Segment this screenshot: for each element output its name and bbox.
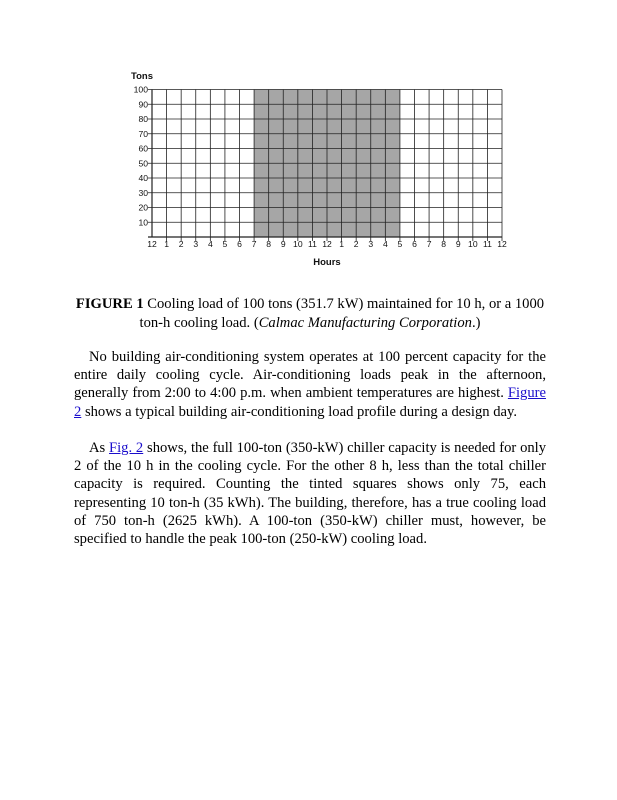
x-axis-ticks	[147, 239, 507, 249]
x-tick-label: 7	[251, 239, 257, 249]
x-tick-label: 8	[266, 239, 272, 249]
paragraph-1-text: No building air-conditioning system operates at 100 percent capacity for the entire daily cooling cycle. Air-conditioning loads peak in the afternoon, generally from 2:00 to 4:00 p.m. when ambient temperatures are highest.	[74, 349, 546, 402]
paragraph-1	[74, 348, 546, 421]
fig-2-link[interactable]: Fig. 2	[109, 440, 144, 456]
y-tick-label: 100	[133, 84, 148, 95]
x-tick-label: 9	[280, 239, 286, 249]
caption-source: Calmac Manufacturing Corporation	[258, 315, 472, 331]
paragraph-2-lead: As	[89, 440, 110, 456]
x-tick-label: 5	[397, 239, 403, 249]
paragraph-1-text-after: shows a typical building air-conditioning load profile during a design day.	[81, 403, 517, 420]
figure-2-link[interactable]: Figure 2	[74, 385, 546, 420]
x-tick-label: 8	[441, 239, 447, 249]
caption-text: Cooling load of 100 tons (351.7 kW) maintained for 10 h, or a 1000 ton-h cooling load. (	[139, 296, 545, 331]
x-tick-label: 1	[164, 239, 169, 249]
y-tick-label: 60	[138, 143, 148, 154]
x-tick-label: 7	[426, 239, 432, 249]
y-axis-ticks	[134, 85, 149, 228]
cooling-load-chart	[0, 0, 617, 285]
x-tick-label: 6	[412, 239, 417, 249]
figure-caption	[74, 295, 546, 333]
figure-label: FIGURE 1	[75, 296, 144, 312]
y-tick-label: 20	[138, 202, 148, 213]
y-tick-label: 90	[138, 99, 148, 110]
y-tick-label: 10	[138, 217, 148, 228]
y-axis-title: Tons	[131, 71, 153, 82]
x-tick-label: 10	[468, 239, 478, 249]
caption-end: .)	[471, 315, 481, 331]
x-tick-label: 12	[322, 239, 332, 249]
y-tick-label: 30	[138, 187, 148, 198]
paragraph-2-text: shows, the full 100-ton (350-kW) chiller capacity is needed for only 2 of the 10 h in the cooling cycle. For the other 8 h, less than the total chiller capacity is required. Counting the tinted squares shows only 75, each representing 10 ton-h (35 kWh). The building, therefore, has a true cooling load of 750 ton-h (2625 kWh). A 100-ton (350-kW) chiller must, however, be specified to handle the peak 100-ton (250-kW) cooling load.	[74, 440, 547, 548]
x-tick-label: 6	[237, 239, 242, 249]
x-tick-label: 3	[368, 239, 374, 249]
x-tick-label: 4	[382, 239, 388, 249]
x-tick-label: 12	[497, 239, 507, 249]
x-tick-label: 11	[307, 239, 317, 249]
y-tick-label: 50	[138, 158, 148, 169]
x-tick-label: 3	[193, 239, 199, 249]
x-tick-label: 9	[455, 239, 461, 249]
x-tick-label: 5	[222, 239, 228, 249]
paragraph-2	[74, 439, 546, 548]
x-tick-label: 2	[178, 239, 184, 249]
x-tick-label: 4	[207, 239, 213, 249]
x-tick-label: 1	[339, 239, 344, 249]
x-tick-label: 2	[353, 239, 359, 249]
x-tick-label: 11	[482, 239, 492, 249]
y-tick-label: 80	[138, 114, 148, 124]
y-tick-label: 40	[138, 173, 148, 183]
x-axis-title: Hours	[313, 257, 341, 268]
x-tick-label: 10	[293, 239, 303, 249]
x-tick-label: 12	[147, 239, 157, 249]
y-tick-label: 70	[138, 128, 148, 139]
